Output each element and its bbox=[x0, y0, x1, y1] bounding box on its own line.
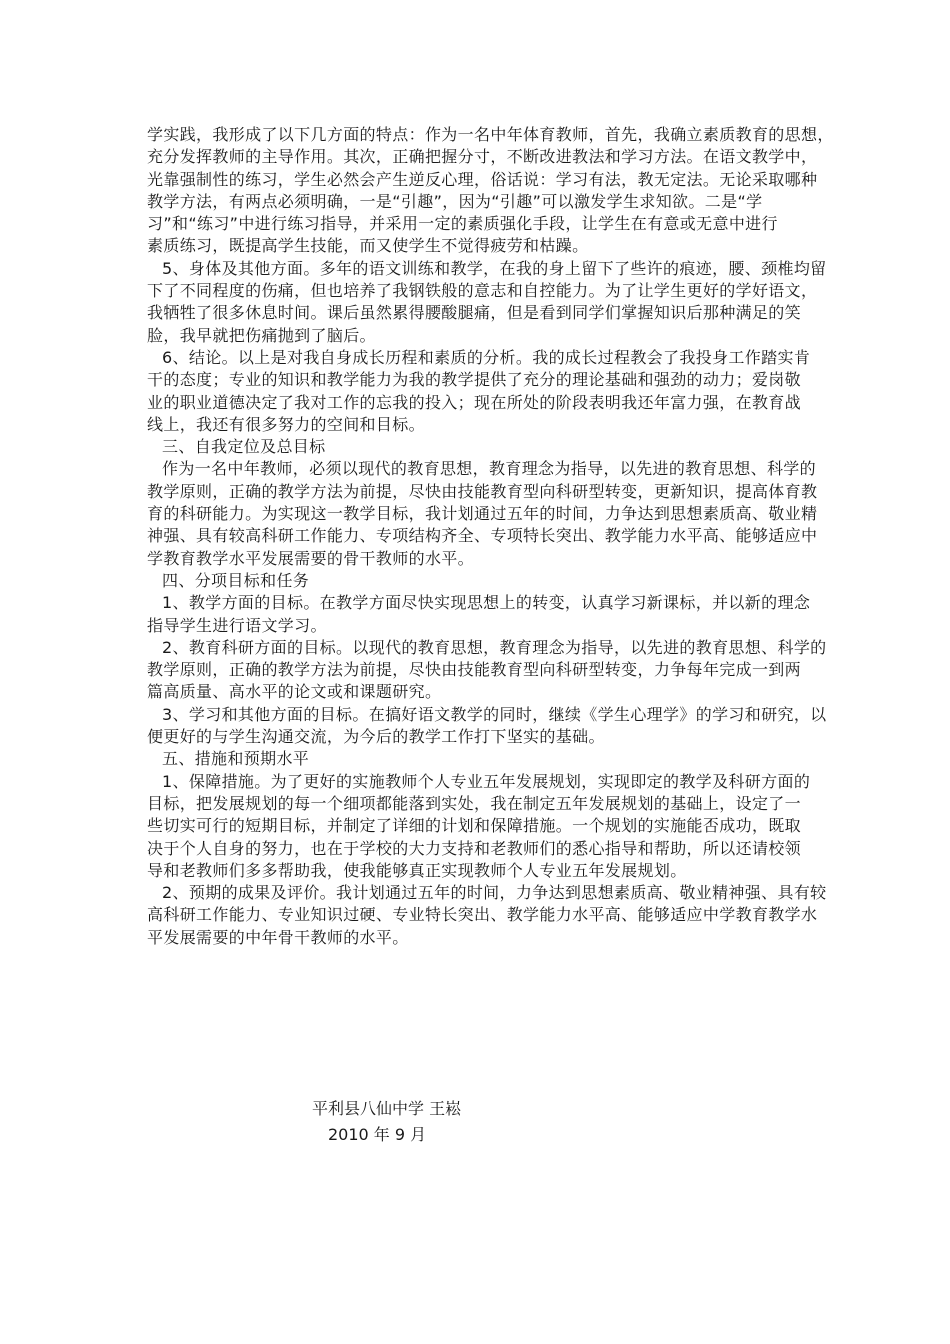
signature-date: 2010 年 9 月 bbox=[328, 1125, 427, 1144]
text-line: 教学原则，正确的教学方法为前提，尽快由技能教育型向科研型转变，力争每年完成一到两 bbox=[147, 660, 802, 680]
document-body bbox=[147, 124, 834, 949]
text-line: 2、预期的成果及评价。我计划通过五年的时间，力争达到思想素质高、敬业精神强、具有较 bbox=[162, 883, 827, 903]
text-line: 育的科研能力。为实现这一教学目标，我计划通过五年的时间，力争达到思想素质高、敬业精 bbox=[147, 504, 818, 524]
text-line: 平发展需要的中年骨干教师的水平。 bbox=[147, 927, 409, 947]
text-line: 线上，我还有很多努力的空间和目标。 bbox=[147, 414, 425, 434]
text-line: 决于个人自身的努力，也在于学校的大力支持和老教师们的悉心指导和帮助，所以还请校领 bbox=[147, 838, 802, 858]
text-line: 脸，我早就把伤痛抛到了脑后。 bbox=[147, 325, 376, 345]
text-line: 6、结论。以上是对我自身成长历程和素质的分析。我的成长过程教会了我投身工作踏实肯 bbox=[162, 347, 811, 367]
text-line: 五、措施和预期水平 bbox=[162, 749, 310, 769]
text-line: 充分发挥教师的主导作用。其次，正确把握分寸，不断改进教法和学习方法。在语文教学中， bbox=[147, 147, 818, 167]
text-line: 指导学生进行语文学习。 bbox=[147, 615, 327, 635]
text-line: 四、分项目标和任务 bbox=[162, 570, 310, 590]
text-line: 习”和“练习”中进行练习指导，并采用一定的素质强化手段，让学生在有意或无意中进行 bbox=[147, 214, 778, 234]
text-line: 下了不同程度的伤痛，但也培养了我钢铁般的意志和自控能力。为了让学生更好的学好语文， bbox=[147, 281, 818, 301]
text-line: 教学原则，正确的教学方法为前提，尽快由技能教育型向科研型转变，更新知识，提高体育教 bbox=[147, 481, 818, 501]
text-line: 便更好的与学生沟通交流，为今后的教学工作打下坚实的基础。 bbox=[147, 727, 605, 747]
text-line: 5、身体及其他方面。多年的语文训练和教学，在我的身上留下了些许的痕迹，腰、颈椎均留 bbox=[162, 258, 827, 278]
text-line: 3、学习和其他方面的目标。在搞好语文教学的同时，继续《学生心理学》的学习和研究，以 bbox=[162, 704, 827, 724]
text-line: 1、保障措施。为了更好的实施教师个人专业五年发展规划，实现即定的教学及科研方面的 bbox=[162, 771, 811, 791]
text-line: 篇高质量、高水平的论文或和课题研究。 bbox=[147, 682, 442, 702]
text-line: 神强、具有较高科研工作能力、专项结构齐全、专项特长突出、教学能力水平高、能够适应中 bbox=[147, 526, 818, 546]
text-line: 光靠强制性的练习，学生必然会产生逆反心理，俗话说：学习有法，教无定法。无论采取哪种 bbox=[147, 169, 818, 189]
text-line: 学教育教学水平发展需要的骨干教师的水平。 bbox=[147, 548, 475, 568]
text-line: 高科研工作能力、专业知识过硬、专业特长突出、教学能力水平高、能够适应中学教育教学水 bbox=[147, 905, 818, 925]
text-line: 我牺牲了很多休息时间。课后虽然累得腰酸腿痛，但是看到同学们掌握知识后那种满足的笑 bbox=[147, 303, 802, 323]
text-line: 三、自我定位及总目标 bbox=[162, 437, 326, 457]
text-line: 1、教学方面的目标。在教学方面尽快实现思想上的转变，认真学习新课标，并以新的理念 bbox=[162, 593, 811, 613]
text-line: 些切实可行的短期目标，并制定了详细的计划和保障措施。一个规划的实施能否成功，既取 bbox=[147, 816, 802, 836]
text-line: 作为一名中年教师，必须以现代的教育思想，教育理念为指导，以先进的教育思想、科学的 bbox=[162, 459, 817, 479]
text-line: 学实践，我形成了以下几方面的特点：作为一名中年体育教师，首先，我确立素质教育的思想， bbox=[147, 125, 834, 144]
text-line: 导和老教师们多多帮助我，使我能够真正实现教师个人专业五年发展规划。 bbox=[147, 860, 687, 880]
text-line: 业的职业道德决定了我对工作的忘我的投入；现在所处的阶段表明我还年富力强，在教育战 bbox=[147, 392, 802, 412]
signature-organization: 平利县八仙中学 王崧 bbox=[312, 1099, 462, 1118]
text-line: 素质练习，既提高学生技能，而又使学生不觉得疲劳和枯躁。 bbox=[147, 236, 589, 256]
text-line: 目标，把发展规划的每一个细项都能落到实处，我在制定五年发展规划的基础上，设定了一 bbox=[147, 793, 802, 813]
text-line: 教学方法，有两点必须明确，一是“引趣”，因为“引趣”可以激发学生求知欲。二是“学 bbox=[147, 191, 763, 211]
text-line: 2、教育科研方面的目标。以现代的教育思想，教育理念为指导，以先进的教育思想、科学的 bbox=[162, 637, 827, 657]
text-line: 干的态度；专业的知识和教学能力为我的教学提供了充分的理论基础和强劲的动力；爱岗敬 bbox=[147, 370, 802, 390]
